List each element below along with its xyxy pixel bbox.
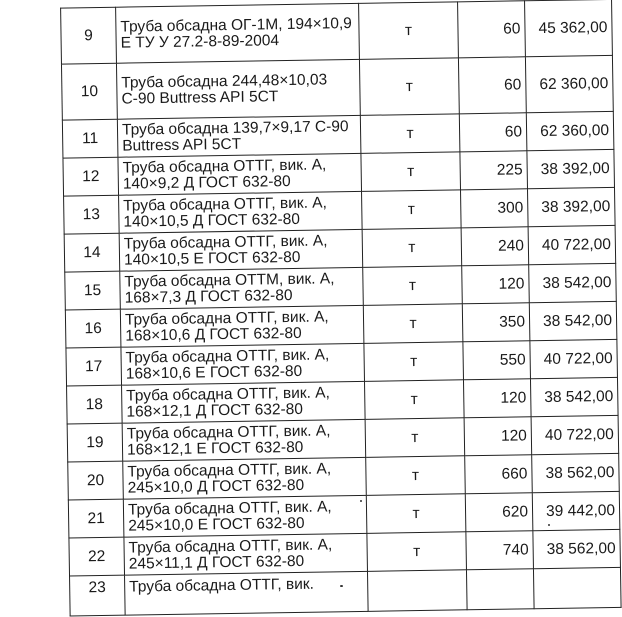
table-row xyxy=(61,0,613,64)
table-row xyxy=(70,567,622,616)
item-name: Труба обсадна ОТТГ, вик. А, 140×10,5 Д ГОСТ 632-80 xyxy=(119,191,363,233)
price: 38 562,00 xyxy=(532,453,620,492)
row-number: 13 xyxy=(64,195,120,234)
item-name: Труба обсадна 244,48×10,03 С-90 Buttress API 5CT xyxy=(116,59,360,119)
scan-speck xyxy=(548,524,550,526)
price: 40 722,00 xyxy=(531,415,619,454)
unit: т xyxy=(366,494,466,534)
quantity xyxy=(466,569,534,610)
price: 39 442,00 xyxy=(532,491,620,530)
quantity: 740 xyxy=(466,531,534,570)
row-number: 16 xyxy=(65,309,121,348)
unit: т xyxy=(360,114,460,154)
price: 38 542,00 xyxy=(529,263,617,302)
unit: т xyxy=(364,342,464,382)
scan-speck xyxy=(360,500,362,502)
price: 45 362,00 xyxy=(525,0,613,57)
row-number: 12 xyxy=(63,157,119,196)
quantity: 660 xyxy=(465,455,533,494)
table-row xyxy=(61,55,613,120)
unit: т xyxy=(363,266,463,306)
item-name: Труба обсадна ОТТГ, вик. А, 245×11,1 Д ГОСТ 632-80 xyxy=(124,533,368,575)
item-name: Труба обсадна 139,7×9,17 С-90 Buttress API 5CT xyxy=(117,115,361,157)
price: 40 722,00 xyxy=(530,339,618,378)
quantity: 120 xyxy=(464,417,532,456)
row-number: 9 xyxy=(61,7,117,64)
quantity: 620 xyxy=(465,493,533,532)
unit: т xyxy=(359,58,459,116)
row-number: 21 xyxy=(68,499,124,538)
row-number: 19 xyxy=(67,423,123,462)
unit: т xyxy=(361,152,461,192)
unit: т xyxy=(367,532,467,572)
quantity: 300 xyxy=(461,189,529,228)
price: 38 542,00 xyxy=(530,377,618,416)
price xyxy=(533,567,621,608)
item-name: Труба обсадна ОТТГ, вик. А, 245×10,0 Е ГОСТ 632-80 xyxy=(123,495,367,537)
unit: т xyxy=(362,228,462,268)
unit: т xyxy=(359,2,459,60)
unit xyxy=(367,570,467,612)
row-number: 20 xyxy=(68,461,124,500)
item-name: Труба обсадна ОТТМ, вик. А, 168×7,3 Д ГОСТ 632-80 xyxy=(120,267,364,309)
quantity: 550 xyxy=(463,341,531,380)
unit: т xyxy=(364,380,464,420)
quantity: 60 xyxy=(458,1,526,58)
unit: т xyxy=(366,456,466,496)
scan-speck xyxy=(340,585,343,587)
unit: т xyxy=(362,190,462,230)
item-name: Труба обсадна ОТТГ, вик. xyxy=(125,571,369,615)
quantity: 60 xyxy=(458,57,526,114)
price: 38 392,00 xyxy=(527,149,615,188)
row-number: 15 xyxy=(65,271,121,310)
item-name: Труба обсадна ОТТГ, вик. А, 168×12,1 Д ГОСТ 632-80 xyxy=(122,381,366,423)
item-name: Труба обсадна ОТТГ, вик. А, 168×10,6 Д ГОСТ 632-80 xyxy=(120,305,364,347)
pipe-price-table xyxy=(60,0,621,617)
item-name: Труба обсадна ОТТГ, вик. А, 140×9,2 Д ГОСТ 632-80 xyxy=(118,153,362,195)
row-number: 14 xyxy=(64,233,120,272)
item-name: Труба обсадна ОТТГ, вик. А, 168×10,6 Е ГОСТ 632-80 xyxy=(121,343,365,385)
item-name: Труба обсадна ОТТГ, вик. А, 245×10,0 Д ГОСТ 632-80 xyxy=(123,457,367,499)
row-number: 11 xyxy=(62,119,118,158)
price: 62 360,00 xyxy=(525,55,613,112)
row-number: 10 xyxy=(61,63,117,120)
price: 38 392,00 xyxy=(527,187,615,226)
price: 40 722,00 xyxy=(528,225,616,264)
row-number: 17 xyxy=(66,347,122,386)
item-name: Труба обсадна ОТТГ, вик. А, 168×12,1 Е ГОСТ 632-80 xyxy=(122,419,366,461)
price: 38 562,00 xyxy=(533,529,621,568)
row-number: 23 xyxy=(70,575,126,616)
quantity: 240 xyxy=(461,227,529,266)
item-name: Труба обсадна ОТТГ, вик. А, 140×10,5 Е ГОСТ 632-80 xyxy=(119,229,363,271)
row-number: 22 xyxy=(69,537,125,576)
quantity: 60 xyxy=(459,113,527,152)
unit: т xyxy=(365,418,465,458)
quantity: 120 xyxy=(462,265,530,304)
quantity: 225 xyxy=(460,151,528,190)
unit: т xyxy=(363,304,463,344)
item-name: Труба обсадна ОГ-1М, 194×10,9 Е ТУ У 27.2-8-89-2004 xyxy=(116,3,360,63)
price: 62 360,00 xyxy=(526,111,614,150)
row-number: 18 xyxy=(67,385,123,424)
quantity: 120 xyxy=(463,379,531,418)
price: 38 542,00 xyxy=(529,301,617,340)
quantity: 350 xyxy=(462,303,530,342)
